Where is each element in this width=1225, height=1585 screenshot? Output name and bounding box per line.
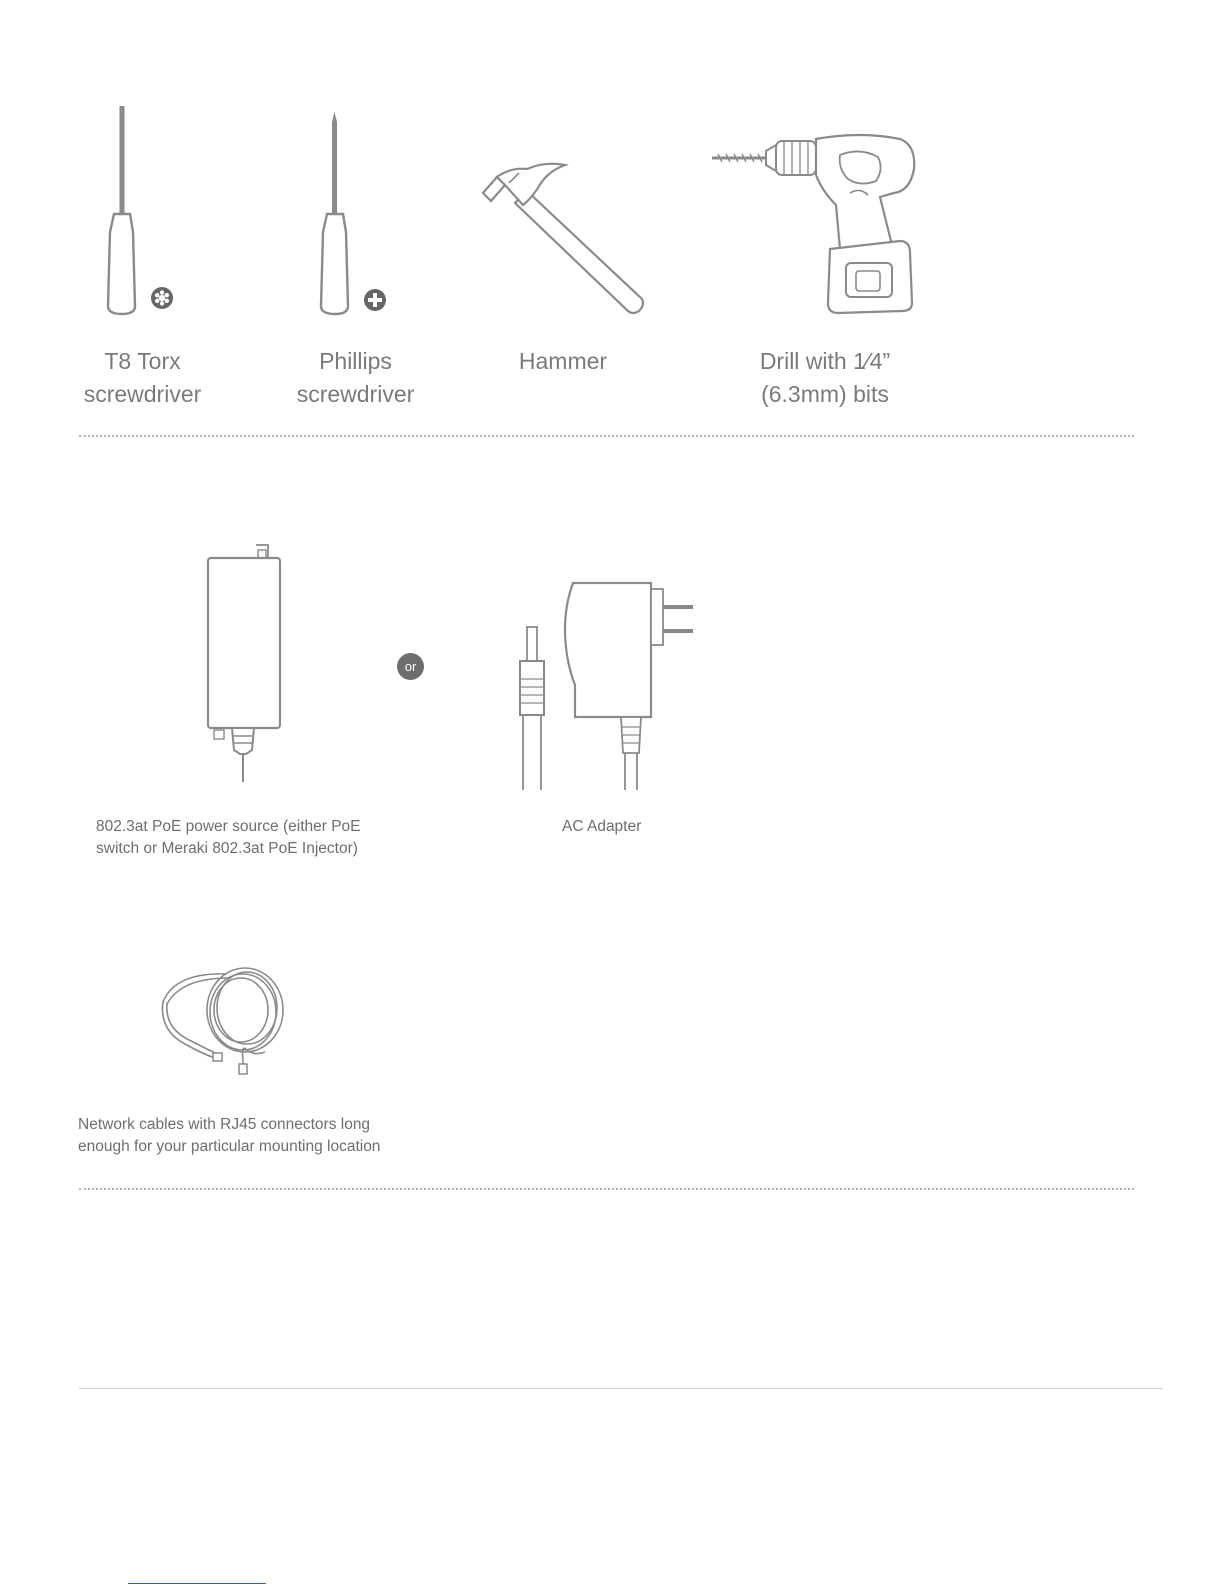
poe-source-label: 802.3at PoE power source (either PoE switch or Meraki 802.3at PoE Injector) [96,818,361,857]
or-badge: or [397,653,424,680]
network-cables-label: Network cables with RJ45 connectors long enough for your particular mounting location [78,1116,381,1155]
phillips-screwdriver-label: Phillips screwdriver [296,348,415,407]
footer-rule [79,1388,1163,1389]
torx-screwdriver-icon [95,100,185,320]
ac-adapter-label: AC Adapter [562,818,642,835]
poe-injector-icon [200,540,290,790]
section-divider [79,435,1134,437]
phillips-screwdriver-icon [308,100,398,320]
network-cable-icon [155,960,305,1075]
drill-icon [710,125,930,325]
hammer-label: Hammer [518,348,608,374]
ac-adapter-icon [505,575,705,795]
torx-screwdriver-label: T8 Torx screwdriver [83,348,202,407]
section-divider [79,1188,1134,1190]
footer-mark [128,1583,266,1584]
drill-label: Drill with 1⁄4” (6.3mm) bits [759,348,891,407]
hammer-icon [475,155,650,320]
